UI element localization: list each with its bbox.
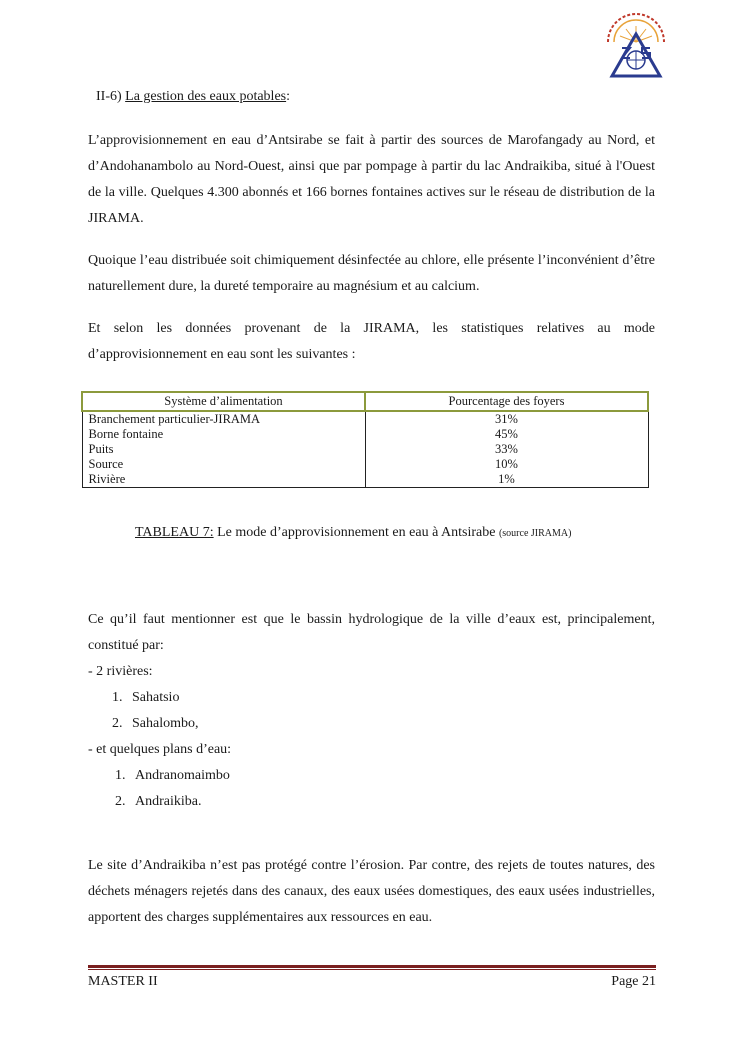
caption-text: Le mode d’approvisionnement en eau à Antsirabe <box>213 525 499 540</box>
footer-rule-thin <box>88 969 656 970</box>
list-item-lake <box>115 794 201 810</box>
paragraph-basin-intro: Ce qu’il faut mentionner est que le bassin hydrologique de la ville d’eaux est, principalement, constitué par: <box>88 612 655 653</box>
list-number: 1. <box>112 690 123 705</box>
caption-source: (source JIRAMA) <box>498 528 572 539</box>
section-number: II-6) <box>96 89 122 104</box>
table-cell-system: Borne fontaine <box>88 427 164 441</box>
table-caption <box>135 525 571 541</box>
caption-label: TABLEAU 7: <box>135 525 214 540</box>
rivers-label: - 2 rivières: <box>88 664 153 679</box>
footer-rule-thick <box>88 965 656 968</box>
table-cell-percent: 10% <box>495 457 518 471</box>
table-header-system: Système d’alimentation <box>82 392 365 411</box>
section-colon: : <box>286 89 290 104</box>
page-label: Page <box>611 974 639 989</box>
list-number: 2. <box>115 794 126 809</box>
paragraph-erosion: Le site d’Andraikiba n’est pas protégé contre l’érosion. Par contre, des rejets de toutes natures, des déchets ménagers rejetés dans des canaux, des eaux usées domestiques, des eaux usées industrielles, apportent des charges supplémentaires aux ressources en eau. <box>88 858 655 925</box>
table-cell-percent: 31% <box>495 412 518 426</box>
table-body <box>82 411 648 488</box>
paragraph-chlorine: Quoique l’eau distribuée soit chimiquement désinfectée au chlore, elle présente l’inconvénient d’être naturellement dure, la dureté temporaire au magnésium et au calcium. <box>88 253 655 294</box>
lake-name: Andraikiba. <box>135 794 202 809</box>
table-cell-percent: 45% <box>495 427 518 441</box>
percent-column <box>365 411 648 488</box>
river-name: Sahatsio <box>132 690 180 705</box>
university-logo <box>600 12 672 82</box>
river-name: Sahalombo, <box>132 716 199 731</box>
table-cell-system: Puits <box>88 442 114 456</box>
paragraph-supply: L’approvisionnement en eau d’Antsirabe se fait à partir des sources de Marofangady au Nord, et d’Andohanambolo au Nord-Ouest, ainsi que par pompage à partir du lac Andraikiba, situé à l'Ouest de la ville. Quelques 4.300 abonnés et 166 bornes fontaines actives sur le réseau de distribution de la JIRAMA. <box>88 133 655 226</box>
list-item-river <box>112 716 199 732</box>
list-number: 2. <box>112 716 123 731</box>
table-cell-system: Source <box>88 457 124 471</box>
table-cell-system: Branchement particulier-JIRAMA <box>88 412 261 426</box>
list-item-river <box>112 690 179 706</box>
system-column <box>82 411 365 488</box>
section-title: La gestion des eaux potables <box>125 89 287 104</box>
table-cell-percent: 1% <box>498 472 515 486</box>
page-number <box>611 974 656 990</box>
list-item-lake <box>115 768 230 784</box>
paragraph-stats-intro: Et selon les données provenant de la JIRAMA, les statistiques relatives au mode d’approvisionnement en eau sont les suivantes : <box>88 321 655 362</box>
table-header-percent: Pourcentage des foyers <box>365 392 648 411</box>
lake-name: Andranomaimbo <box>135 768 230 783</box>
footer-label: MASTER II <box>88 974 158 989</box>
page-number-value: 21 <box>642 974 656 989</box>
list-number: 1. <box>115 768 126 783</box>
section-heading <box>96 89 290 105</box>
table-header-row <box>82 392 648 411</box>
table-cell-percent: 33% <box>495 442 518 456</box>
water-supply-table <box>81 391 649 488</box>
table-cell-system: Rivière <box>88 472 126 486</box>
lakes-label: - et quelques plans d’eau: <box>88 742 232 757</box>
